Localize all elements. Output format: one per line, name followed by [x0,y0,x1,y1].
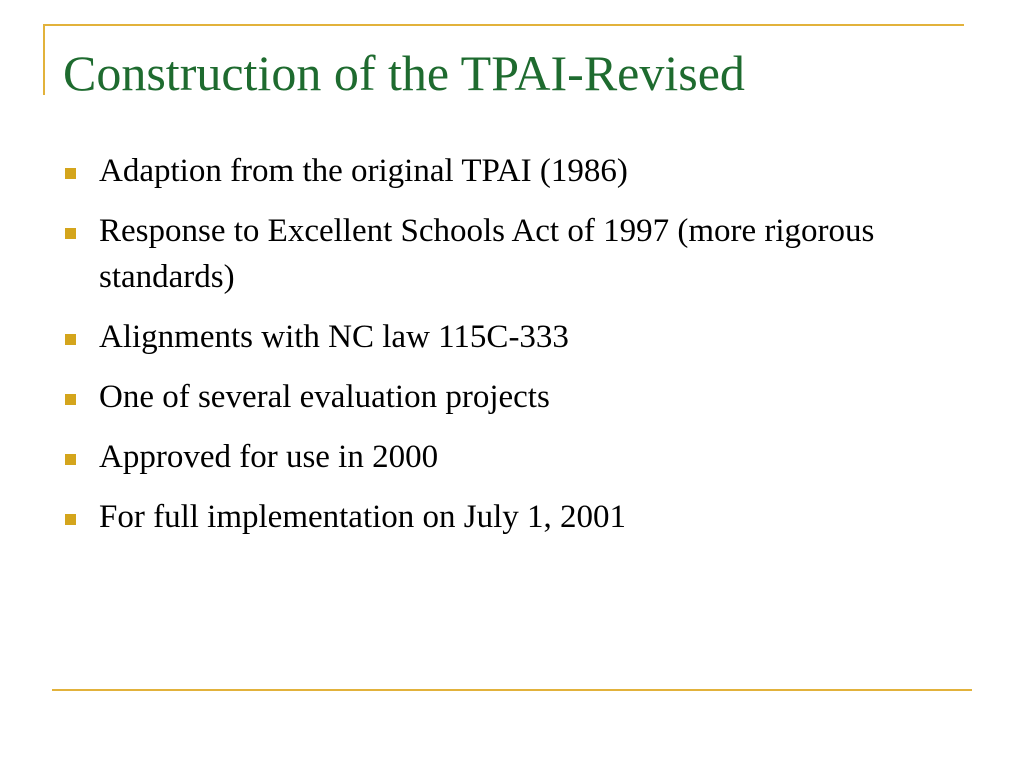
square-bullet-icon [65,334,76,345]
square-bullet-icon [65,168,76,179]
bullet-text: Response to Excellent Schools Act of 1997 (more rigorous standards) [99,213,875,295]
bullet-text: Alignments with NC law 115C-333 [99,319,569,355]
bullet-text: One of several evaluation projects [99,379,550,415]
left-frame-rule [43,24,45,95]
bottom-frame-rule [52,689,972,691]
square-bullet-icon [65,394,76,405]
square-bullet-icon [65,454,76,465]
bullet-item-excellent-schools-act [62,208,977,300]
bullet-item-nc-law [62,314,977,360]
bullet-text: For full implementation on July 1, 2001 [99,499,627,535]
slide-title: Construction of the TPAI-Revised [63,45,745,101]
bullet-list [62,148,977,554]
bullet-text: Adaption from the original TPAI (1986) [99,153,628,189]
square-bullet-icon [65,514,76,525]
bullet-item-approved-2000 [62,434,977,480]
bullet-item-original-tpai [62,148,977,194]
bullet-text: Approved for use in 2000 [99,439,439,475]
bullet-item-full-implementation [62,494,977,540]
top-frame-rule [43,24,964,26]
square-bullet-icon [65,228,76,239]
bullet-item-evaluation-projects [62,374,977,420]
